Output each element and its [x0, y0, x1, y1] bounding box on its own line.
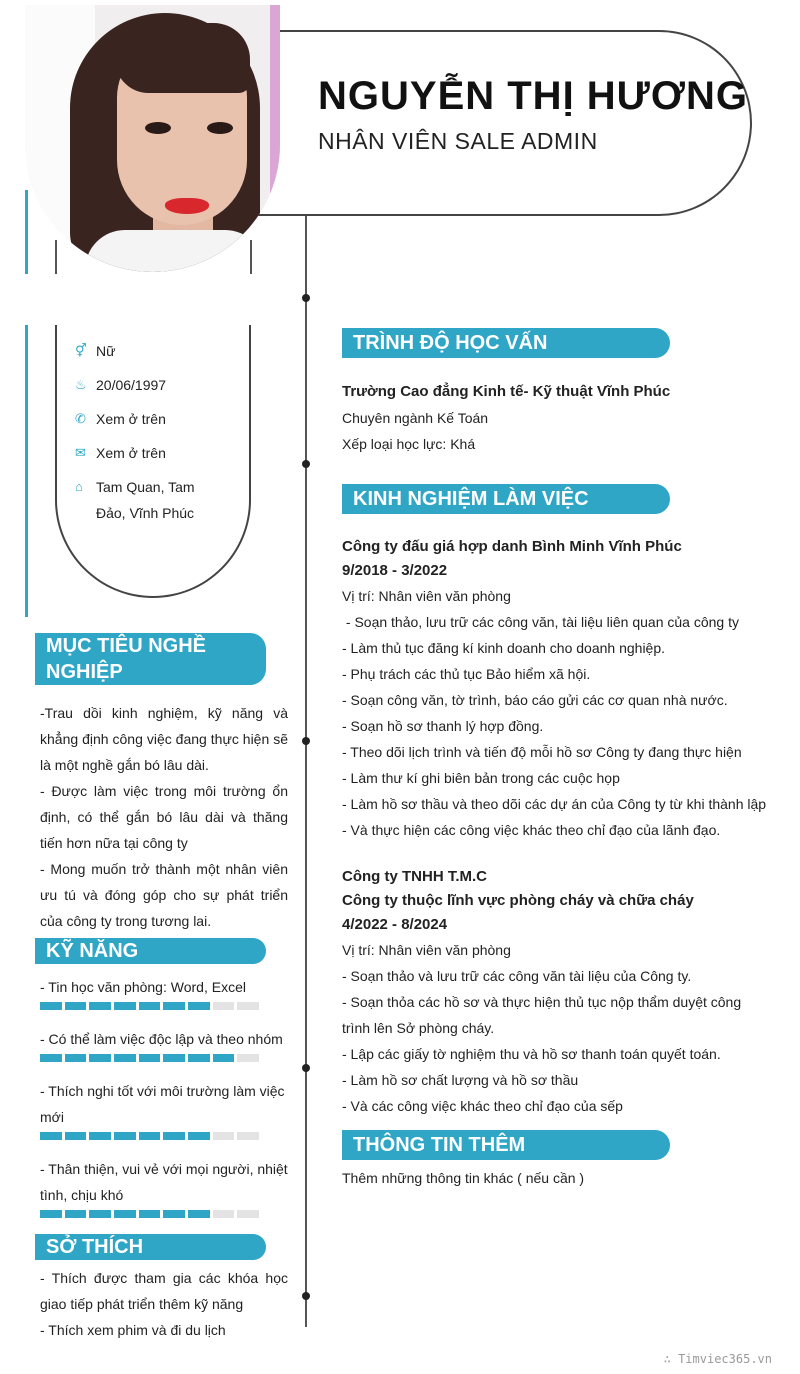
- skill-bar-segment: [213, 1054, 235, 1062]
- skill-bar: [40, 1132, 262, 1140]
- contact-email-text: Xem ở trên: [96, 445, 166, 461]
- skill-bar-segment: [89, 1002, 111, 1010]
- skill-bar-segment: [114, 1132, 136, 1140]
- skill-bar-segment: [139, 1132, 161, 1140]
- skill-bar: [40, 1002, 262, 1010]
- objective-line: - Mong muốn trở thành một nhân viên ưu tú và đóng góp cho sự phát triển của công ty trong tương lai.: [40, 861, 288, 929]
- skill-bar-segment: [114, 1054, 136, 1062]
- job-duty: - Làm hồ sơ thầu và theo dõi các dự án của Công ty từ khi thành lập: [342, 796, 767, 812]
- skill-bar-segment: [237, 1210, 259, 1218]
- job-duty: - Làm hồ sơ chất lượng và hồ sơ thầu: [342, 1072, 579, 1088]
- job-duty: - Soạn công văn, tờ trình, báo cáo gửi các cơ quan nhà nước.: [342, 692, 728, 708]
- skill-bar-segment: [213, 1132, 235, 1140]
- job-duty: - Soạn hồ sơ thanh lý hợp đồng.: [342, 718, 544, 734]
- section-header-skills: KỸ NĂNG: [35, 938, 266, 964]
- gender-icon: ⚥: [75, 343, 87, 358]
- education-major: Chuyên ngành Kế Toán: [342, 410, 489, 426]
- timeline-line: [305, 215, 307, 1327]
- candidate-name: NGUYỄN THỊ HƯƠNG: [318, 74, 748, 118]
- job-entry: [342, 865, 772, 1119]
- skill-bar-segment: [163, 1054, 185, 1062]
- job-duty: - Theo dõi lịch trình và tiến độ mỗi hồ sơ Công ty đang thực hiện: [342, 744, 742, 760]
- skill-bar-segment: [139, 1054, 161, 1062]
- hobby-line: - Thích được tham gia các khóa học giao tiếp phát triển thêm kỹ năng: [40, 1270, 288, 1312]
- contact-phone-text: Xem ở trên: [96, 411, 166, 427]
- job-period: 4/2022 - 8/2024: [342, 916, 448, 933]
- job-duty: - Và thực hiện các công việc khác theo chỉ đạo của lãnh đạo.: [342, 822, 721, 838]
- skill-bar-segment: [89, 1210, 111, 1218]
- skill-bar-segment: [188, 1002, 210, 1010]
- job-position: Vị trí: Nhân viên văn phòng: [342, 942, 511, 958]
- skill-bar-segment: [188, 1054, 210, 1062]
- job-company: Công ty đấu giá hợp danh Bình Minh Vĩnh Phúc: [342, 538, 682, 555]
- skill-bar-segment: [65, 1002, 87, 1010]
- contact-address: [75, 477, 215, 526]
- section-header-experience: KINH NGHIỆM LÀM VIỆC: [342, 484, 670, 514]
- objective-text: [40, 700, 288, 934]
- timeline-dot: [302, 1292, 310, 1300]
- skill-bar-segment: [114, 1210, 136, 1218]
- education-grade: Xếp loại học lực: Khá: [342, 436, 476, 452]
- skill-bar-segment: [114, 1002, 136, 1010]
- watermark: ∴ Timviec365.vn: [663, 1352, 772, 1366]
- contact-birthday: [75, 375, 166, 398]
- skill-bar-segment: [40, 1210, 62, 1218]
- photo-frame-line: [55, 240, 57, 274]
- job-duty: - Soạn thỏa các hồ sơ và thực hiện thủ tục nộp thẩm duyệt công trình lên Sở phòng cháy.: [342, 994, 742, 1036]
- objective-line: -Trau dồi kinh nghiệm, kỹ năng và khẳng định công việc đang thực hiện sẽ là một nghề gắn bó lâu dài.: [40, 705, 288, 773]
- job-duty: - Lập các giấy tờ nghiệm thu và hồ sơ thanh toán quyết toán.: [342, 1046, 721, 1062]
- skill-bar-segment: [40, 1054, 62, 1062]
- photo-frame-line: [250, 240, 252, 274]
- skill-bar-segment: [65, 1054, 87, 1062]
- skill-bar: [40, 1054, 262, 1062]
- skill-bar-segment: [139, 1210, 161, 1218]
- skill-bar-segment: [40, 1002, 62, 1010]
- skill-bar-segment: [89, 1132, 111, 1140]
- section-header-hobbies: SỞ THÍCH: [35, 1234, 266, 1260]
- job-duty: - Làm thư kí ghi biên bản trong các cuộc họp: [342, 770, 620, 786]
- skill-label: - Tin học văn phòng: Word, Excel: [40, 979, 246, 995]
- skill-bar-segment: [65, 1210, 87, 1218]
- timeline-dot: [302, 460, 310, 468]
- home-icon: ⌂: [75, 479, 83, 494]
- skill-bar: [40, 1210, 262, 1218]
- skill-bar-segment: [188, 1132, 210, 1140]
- skill-bar-segment: [237, 1132, 259, 1140]
- timeline-dot: [302, 294, 310, 302]
- skill-bar-segment: [237, 1054, 259, 1062]
- contact-gender-text: Nữ: [96, 343, 116, 359]
- skill-bar-segment: [89, 1054, 111, 1062]
- skill-bar-segment: [213, 1002, 235, 1010]
- skill-bar-segment: [163, 1132, 185, 1140]
- contact-address-text: Tam Quan, Tam Đảo, Vĩnh Phúc: [96, 479, 195, 521]
- skill-label: - Thích nghi tốt với môi trường làm việc mới: [40, 1083, 285, 1125]
- hobbies-text: [40, 1265, 288, 1343]
- skill-bar-segment: [40, 1132, 62, 1140]
- skill-bar-segment: [237, 1002, 259, 1010]
- job-duty: - Làm thủ tục đăng kí kinh doanh cho doanh nghiệp.: [342, 640, 666, 656]
- section-header-objective: MỤC TIÊU NGHỀ NGHIỆP: [35, 633, 266, 685]
- timeline-dot: [302, 1064, 310, 1072]
- skill-bar-segment: [188, 1210, 210, 1218]
- candidate-role: NHÂN VIÊN SALE ADMIN: [318, 128, 598, 154]
- job-entry: [342, 535, 772, 843]
- whatsapp-icon: ✆: [75, 411, 86, 426]
- skill-bar-segment: [163, 1002, 185, 1010]
- skill-bar-segment: [213, 1210, 235, 1218]
- skill-bar-segment: [139, 1002, 161, 1010]
- profile-photo: [25, 5, 280, 272]
- envelope-icon: ✉: [75, 445, 86, 460]
- timeline-dot: [302, 737, 310, 745]
- skill-bar-segment: [163, 1210, 185, 1218]
- contact-birthday-text: 20/06/1997: [96, 377, 167, 393]
- contact-gender: [75, 341, 115, 364]
- contact-phone: [75, 409, 166, 432]
- job-duty: - Soạn thảo, lưu trữ các công văn, tài liệu liên quan của công ty: [342, 614, 739, 630]
- hobby-line: - Thích xem phim và đi du lịch: [40, 1322, 226, 1338]
- section-header-extra: THÔNG TIN THÊM: [342, 1130, 670, 1160]
- objective-line: - Được làm việc trong môi trường ổn định, có thể gắn bó lâu dài và thăng tiến hơn nữa tại công ty: [40, 783, 288, 851]
- skill-label: - Thân thiện, vui vẻ với mọi người, nhiệt tình, chịu khó: [40, 1161, 288, 1203]
- job-duty: - Soạn thảo và lưu trữ các công văn tài liệu của Công ty.: [342, 968, 692, 984]
- job-company: Công ty TNHH T.M.C: [342, 868, 487, 885]
- contact-email: [75, 443, 166, 466]
- extra-info-text: Thêm những thông tin khác ( nếu cần ): [342, 1170, 585, 1186]
- accent-line: [25, 325, 28, 617]
- job-position: Vị trí: Nhân viên văn phòng: [342, 588, 511, 604]
- job-period: 9/2018 - 3/2022: [342, 562, 448, 579]
- section-header-education: TRÌNH ĐỘ HỌC VẤN: [342, 328, 670, 358]
- job-duty: - Và các công việc khác theo chỉ đạo của sếp: [342, 1098, 623, 1114]
- birthday-cake-icon: ♨: [75, 377, 87, 392]
- job-duty: - Phụ trách các thủ tục Bảo hiểm xã hội.: [342, 666, 591, 682]
- job-subtitle: Công ty thuộc lĩnh vực phòng cháy và chữa cháy: [342, 892, 694, 909]
- skill-label: - Có thể làm việc độc lập và theo nhóm: [40, 1031, 283, 1047]
- education-school: Trường Cao đẳng Kinh tế- Kỹ thuật Vĩnh Phúc: [342, 383, 671, 400]
- skill-bar-segment: [65, 1132, 87, 1140]
